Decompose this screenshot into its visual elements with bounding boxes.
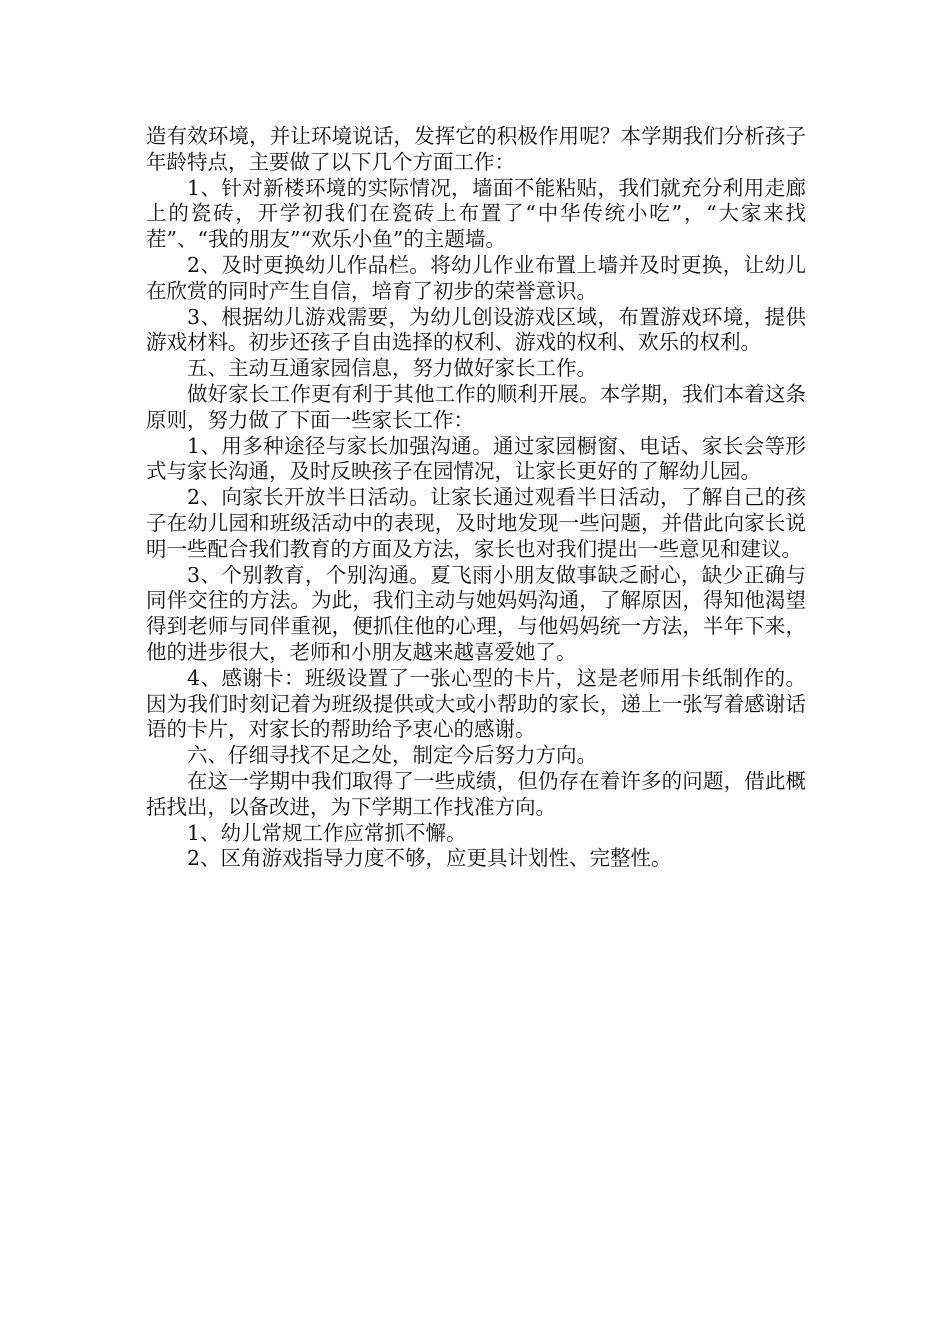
list-item-routine-work: 1、幼儿常规工作应常抓不懈。	[187, 820, 467, 845]
paragraph-parents-intro: 做好家长工作更有利于其他工作的顺利开展。本学期，我们本着这条原则，努力做了下面一些家长工作：	[146, 381, 806, 432]
paragraph-open-day: 2、向家长开放半日活动。让家长通过观看半日活动，了解自己的孩子在幼儿园和班级活动中的表现，及时地发现一些问题，并借此向家长说明一些配合我们教育的方面及方法，家长也对我们提出一些意见和建议。	[146, 485, 806, 561]
paragraph-shortcomings-intro: 在这一学期中我们取得了一些成绩，但仍存在着许多的问题，借此概括找出，以备改进，为下学期工作找准方向。	[146, 768, 806, 819]
section-heading-parents: 五、主动互通家园信息，努力做好家长工作。	[187, 356, 597, 381]
paragraph-thank-you-card: 4、感谢卡：班级设置了一张心型的卡片，这是老师用卡纸制作的。因为我们时刻记着为班级提供或大或小帮助的家长，递上一张写着感谢话语的卡片，对家长的帮助给予衷心的感谢。	[146, 665, 806, 742]
paragraph-play-areas: 3、根据幼儿游戏需要，为幼儿创设游戏区域，布置游戏环境，提供游戏材料。初步还孩子自由选择的权利、游戏的权利、欢乐的权利。	[146, 304, 806, 355]
paragraph-artwork-display: 2、及时更换幼儿作品栏。将幼儿作业布置上墙并及时更换，让幼儿在欣赏的同时产生自信，培育了初步的荣誉意识。	[146, 252, 806, 303]
paragraph-environment-tiles: 1、针对新楼环境的实际情况，墙面不能粘贴，我们就充分利用走廊上的瓷砖，开学初我们在瓷砖上布置了“中华传统小吃”，“大家来找茬”、“我的朋友”“欢乐小鱼”的主题墙。	[146, 175, 806, 252]
document-body	[146, 124, 806, 872]
paragraph-individual-education: 3、个别教育，个别沟通。夏飞雨小朋友做事缺乏耐心，缺少正确与同伴交往的方法。为此，我们主动与她妈妈沟通，了解原因，得知他渴望得到老师与同伴重视，便抓住他的心理，与他妈妈统一方法，半年下来，他的进步很大，老师和小朋友越来越喜爱她了。	[146, 562, 806, 664]
paragraph-communication: 1、用多种途径与家长加强沟通。通过家园橱窗、电话、家长会等形式与家长沟通，及时反映孩子在园情况，让家长更好的了解幼儿园。	[146, 433, 806, 484]
list-item-corner-games: 2、区角游戏指导力度不够，应更具计划性、完整性。	[187, 846, 672, 871]
section-heading-shortcomings: 六、仔细寻找不足之处，制定今后努力方向。	[187, 743, 597, 768]
paragraph-intro-continued: 造有效环境，并让环境说话，发挥它的积极作用呢？本学期我们分析孩子年龄特点，主要做了以下几个方面工作：	[146, 124, 806, 174]
